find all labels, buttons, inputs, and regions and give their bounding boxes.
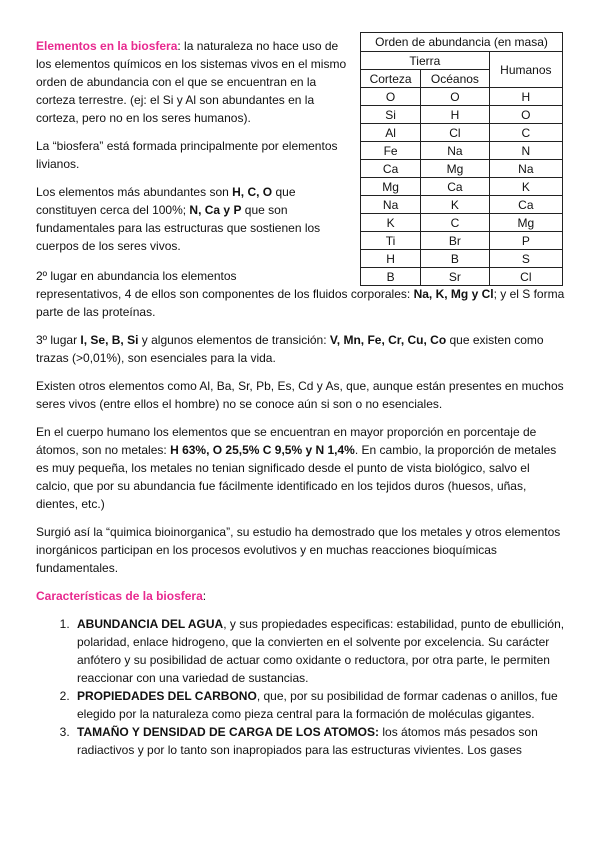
table-cell: H xyxy=(489,88,562,106)
bold-span: PROPIEDADES DEL CARBONO xyxy=(77,689,257,703)
list-item xyxy=(73,615,566,687)
table-cell: Na xyxy=(489,160,562,178)
bold-span: V, Mn, Fe, Cr, Cu, Co xyxy=(329,333,447,347)
table-cell: Mg xyxy=(361,178,421,196)
table-row xyxy=(361,142,563,160)
main-body xyxy=(36,267,566,759)
intro-column xyxy=(36,37,354,265)
table-cell: Mg xyxy=(421,160,490,178)
table-row xyxy=(361,106,563,124)
bold-span: ABUNDANCIA DEL AGUA xyxy=(77,617,224,631)
table-cell: Al xyxy=(361,124,421,142)
text-span: que constituyen cerca del 100%; xyxy=(36,185,296,217)
table-row xyxy=(361,88,563,106)
header-oceanos: Océanos xyxy=(421,70,490,88)
text-span: y algunos elementos de transición: xyxy=(138,333,330,347)
table-cell: B xyxy=(361,268,421,286)
table-cell: S xyxy=(489,250,562,268)
intro-paragraph-1 xyxy=(36,37,354,127)
abundance-table-wrapper xyxy=(360,32,563,286)
table-row xyxy=(361,178,563,196)
bold-span: N, Ca y P xyxy=(189,203,242,217)
paragraph-otros-elementos: Existen otros elementos como Al, Ba, Sr, Pb, Es, Cd y As, que, aunque están presentes en muchos seres vivos (entre ellos el hombre) no se conoce aún si son o no esenciales. xyxy=(36,379,564,411)
characteristics-list xyxy=(36,615,566,759)
text-span: . En cambio, la proporción de metales es muy pequeña, los metales no tenian significado desde el punto de vista biológico, salvo el calcio, que por su abundancia fue fácilmente identificado en los tejidos duros (huesos, uñas, dientes, etc.) xyxy=(36,443,557,511)
text-span: ; y el S forma parte de las proteínas. xyxy=(36,287,565,319)
text-span: los átomos más pesados son radiactivos y por lo tanto son inapropiados para las estructuras vivientes. Los gases xyxy=(77,725,538,757)
table-cell: P xyxy=(489,232,562,250)
table-cell: K xyxy=(361,214,421,232)
text-span: , que, por su posibilidad de formar cadenas o anillos, fue elegido por la naturaleza como pieza central para la formación de moléculas gigantes. xyxy=(77,689,558,721)
table-caption: Orden de abundancia (en masa) xyxy=(361,33,563,52)
text-span: que existen como trazas (>0,01%), son esenciales para la vida. xyxy=(36,333,544,365)
intro-paragraph-3 xyxy=(36,183,354,255)
intro-text-1: : la naturaleza no hace uso de los elementos químicos en los sistemas vivos en el mismo orden de abundancia con el que se encuentran en la corteza terrestre. (ej: el Si y Al son abundantes en la corteza, pero no en los seres humanos). xyxy=(36,39,347,125)
table-cell: Cl xyxy=(489,268,562,286)
table-cell: Ca xyxy=(489,196,562,214)
bold-span: TAMAÑO Y DENSIDAD DE CARGA DE LOS ATOMOS: xyxy=(77,725,380,739)
intro-paragraph-2: La “biosfera” está formada principalmente por elementos livianos. xyxy=(36,139,338,171)
table-cell: K xyxy=(489,178,562,196)
paragraph-segundo-lugar xyxy=(36,267,566,321)
text-span: representativos, 4 de ellos son componentes de los fluidos corporales: xyxy=(36,287,414,301)
table-cell: Ca xyxy=(421,178,490,196)
table-cell: Sr xyxy=(421,268,490,286)
table-cell: H xyxy=(421,106,490,124)
header-tierra: Tierra xyxy=(361,52,490,70)
table-cell: Si xyxy=(361,106,421,124)
table-row xyxy=(361,214,563,232)
text-span: Los elementos más abundantes son xyxy=(36,185,233,199)
text-span: 3º lugar xyxy=(36,333,81,347)
bold-span: Na, K, Mg y Cl xyxy=(413,287,494,301)
table-cell: Na xyxy=(421,142,490,160)
table-cell: C xyxy=(421,214,490,232)
table-cell: Ti xyxy=(361,232,421,250)
table-row xyxy=(361,232,563,250)
list-item xyxy=(73,687,566,723)
table-cell: O xyxy=(361,88,421,106)
table-cell: C xyxy=(489,124,562,142)
abundance-table xyxy=(360,32,563,286)
table-body xyxy=(361,88,563,286)
header-corteza: Corteza xyxy=(361,70,421,88)
table-cell: Br xyxy=(421,232,490,250)
text-span: : xyxy=(202,589,207,603)
bold-span: H, C, O xyxy=(232,185,273,199)
paragraph-cuerpo-humano xyxy=(36,423,566,513)
text-span: 2º lugar en abundancia los elementos xyxy=(36,269,237,283)
bold-span: I, Se, B, Si xyxy=(80,333,139,347)
paragraph-quimica-bioinorganica: Surgió así la “quimica bioinorganica”, su estudio ha demostrado que los metales y otros elementos inorgánicos participan en los procesos evolutivos y en muchas reacciones bioquímicas fundamentales. xyxy=(36,525,561,575)
table-row xyxy=(361,250,563,268)
table-row xyxy=(361,196,563,214)
text-span: Características de la biosfera xyxy=(36,589,203,603)
section-heading-elementos: Elementos en la biosfera xyxy=(36,39,178,53)
text-span: En el cuerpo humano los elementos que se encuentran en mayor proporción en porcentaje de átomos, son no metales: xyxy=(36,425,537,457)
table-row xyxy=(361,124,563,142)
table-cell: Na xyxy=(361,196,421,214)
table-cell: Ca xyxy=(361,160,421,178)
table-cell: K xyxy=(421,196,490,214)
section-heading-caracteristicas xyxy=(36,587,566,605)
header-humanos: Humanos xyxy=(489,52,562,88)
paragraph-tercer-lugar xyxy=(36,331,566,367)
table-cell: O xyxy=(489,106,562,124)
table-cell: H xyxy=(361,250,421,268)
bold-span: H 63%, O 25,5% C 9,5% y N 1,4% xyxy=(170,443,355,457)
table-cell: O xyxy=(421,88,490,106)
table-cell: Fe xyxy=(361,142,421,160)
table-cell: Cl xyxy=(421,124,490,142)
table-cell: N xyxy=(489,142,562,160)
list-item xyxy=(73,723,566,759)
table-cell: B xyxy=(421,250,490,268)
text-span: que son fundamentales para las estructuras que sostienen los cuerpos de los seres vivos. xyxy=(36,203,321,253)
table-cell: Mg xyxy=(489,214,562,232)
text-span: , y sus propiedades especificas: estabilidad, punto de ebullición, polaridad, enlace hidrogeno, que la convierten en el solvente por excelencia. Su carácter anfótero y su posibilidad de actuar como oxidante o reductora, por otra parte, le permiten reaccionar con una variedad de sustancias. xyxy=(77,617,565,685)
table-row xyxy=(361,160,563,178)
